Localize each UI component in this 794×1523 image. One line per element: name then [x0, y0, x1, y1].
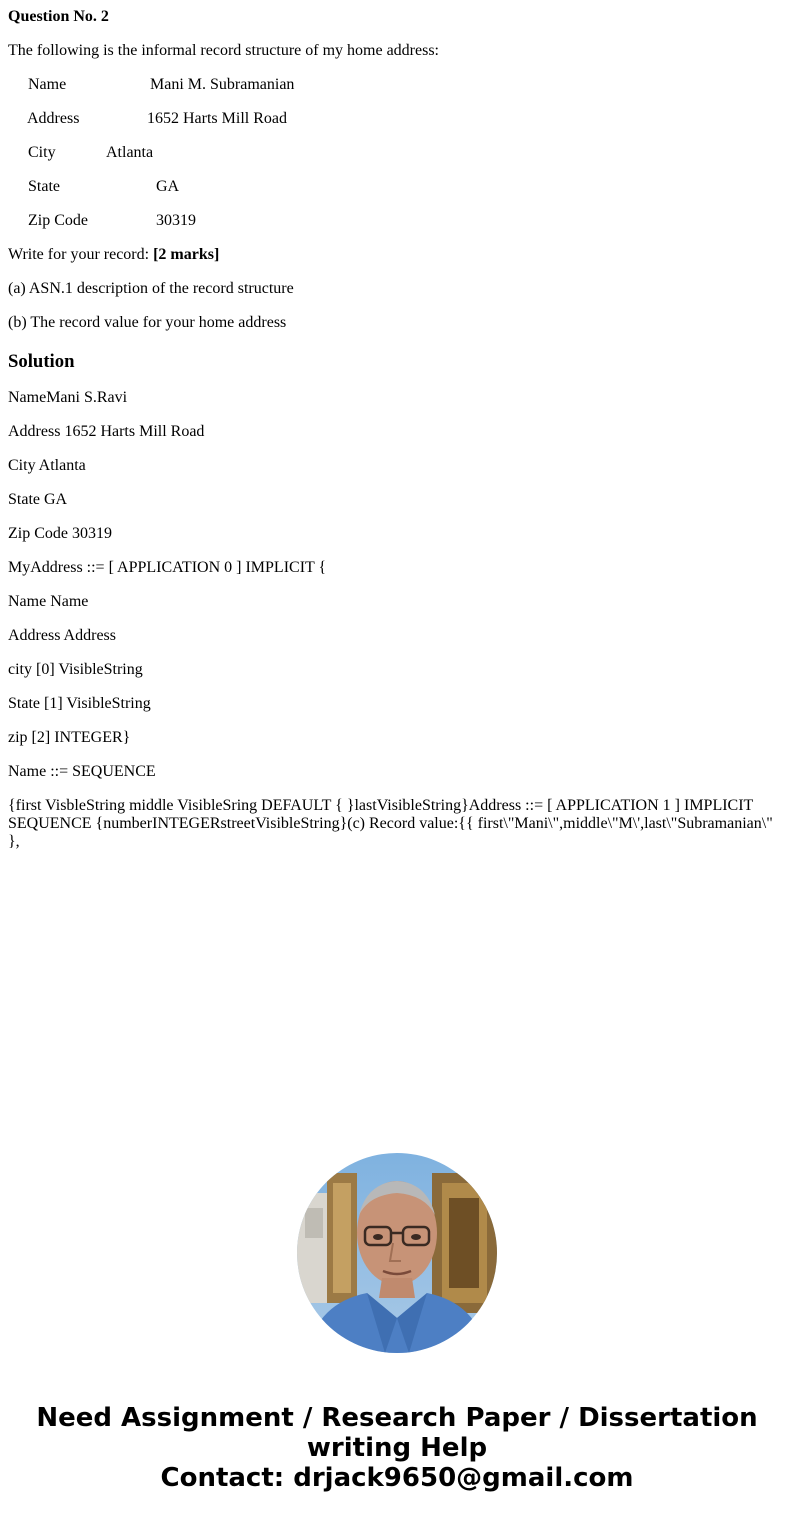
- record-row-state: [8, 178, 786, 196]
- record-label: City: [28, 144, 56, 161]
- document-body: [8, 0, 786, 851]
- solution-line: Address 1652 Harts Mill Road: [8, 423, 205, 440]
- record-row-address: [8, 110, 786, 128]
- footer-line-2: writing Help: [306, 1433, 488, 1463]
- marks-label: [2 marks]: [153, 246, 220, 263]
- solution-line: State [1] VisibleString: [8, 695, 151, 712]
- solution-line: MyAddress ::= [ APPLICATION 0 ] IMPLICIT {: [8, 559, 327, 576]
- record-value: 1652 Harts Mill Road: [147, 110, 287, 127]
- write-prefix: Write for your record:: [8, 246, 154, 263]
- write-instruction: [8, 246, 786, 264]
- record-label: Name: [28, 76, 67, 93]
- part-a: (a) ASN.1 description of the record structure: [8, 280, 294, 297]
- solution-line: Address Address: [8, 627, 116, 644]
- footer-contact: Contact: drjack9650@gmail.com: [160, 1463, 634, 1493]
- question-intro: The following is the informal record structure of my home address:: [8, 42, 439, 59]
- part-b: (b) The record value for your home address: [8, 314, 287, 331]
- author-portrait-image: [297, 1153, 497, 1353]
- solution-line: State GA: [8, 491, 68, 508]
- solution-line: Name Name: [8, 593, 89, 610]
- record-label: State: [28, 178, 60, 195]
- record-label: Address: [27, 110, 80, 127]
- solution-line: Name ::= SEQUENCE: [8, 763, 156, 780]
- solution-line: zip [2] INTEGER}: [8, 729, 131, 746]
- solution-line: NameMani S.Ravi: [8, 389, 128, 406]
- solution-heading: Solution: [8, 351, 75, 372]
- record-value: GA: [156, 178, 180, 195]
- record-row-name: [8, 76, 786, 94]
- record-label: Zip Code: [28, 212, 88, 229]
- footer-line-1: Need Assignment / Research Paper / Dissertation: [36, 1403, 758, 1433]
- footer-banner: [0, 1403, 794, 1493]
- record-value: Mani M. Subramanian: [150, 76, 295, 93]
- question-title: Question No. 2: [8, 8, 109, 25]
- solution-line: City Atlanta: [8, 457, 86, 474]
- solution-line: Zip Code 30319: [8, 525, 112, 542]
- record-value: 30319: [156, 212, 196, 229]
- solution-long-text: {first VisbleString middle VisibleSring DEFAULT { }lastVisibleString}Address ::= [ APPLICATION 1 ] IMPLICIT SEQUENCE {numberINTEGERstreetVisibleString}(c) Record value:{{ first\"Mani\",middle\"M\',last\"Subramanian\" },: [8, 797, 773, 850]
- record-value: Atlanta: [106, 144, 154, 161]
- record-row-zip: [8, 212, 786, 230]
- author-avatar: [297, 1153, 497, 1353]
- solution-line: city [0] VisibleString: [8, 661, 143, 678]
- record-row-city: [8, 144, 786, 162]
